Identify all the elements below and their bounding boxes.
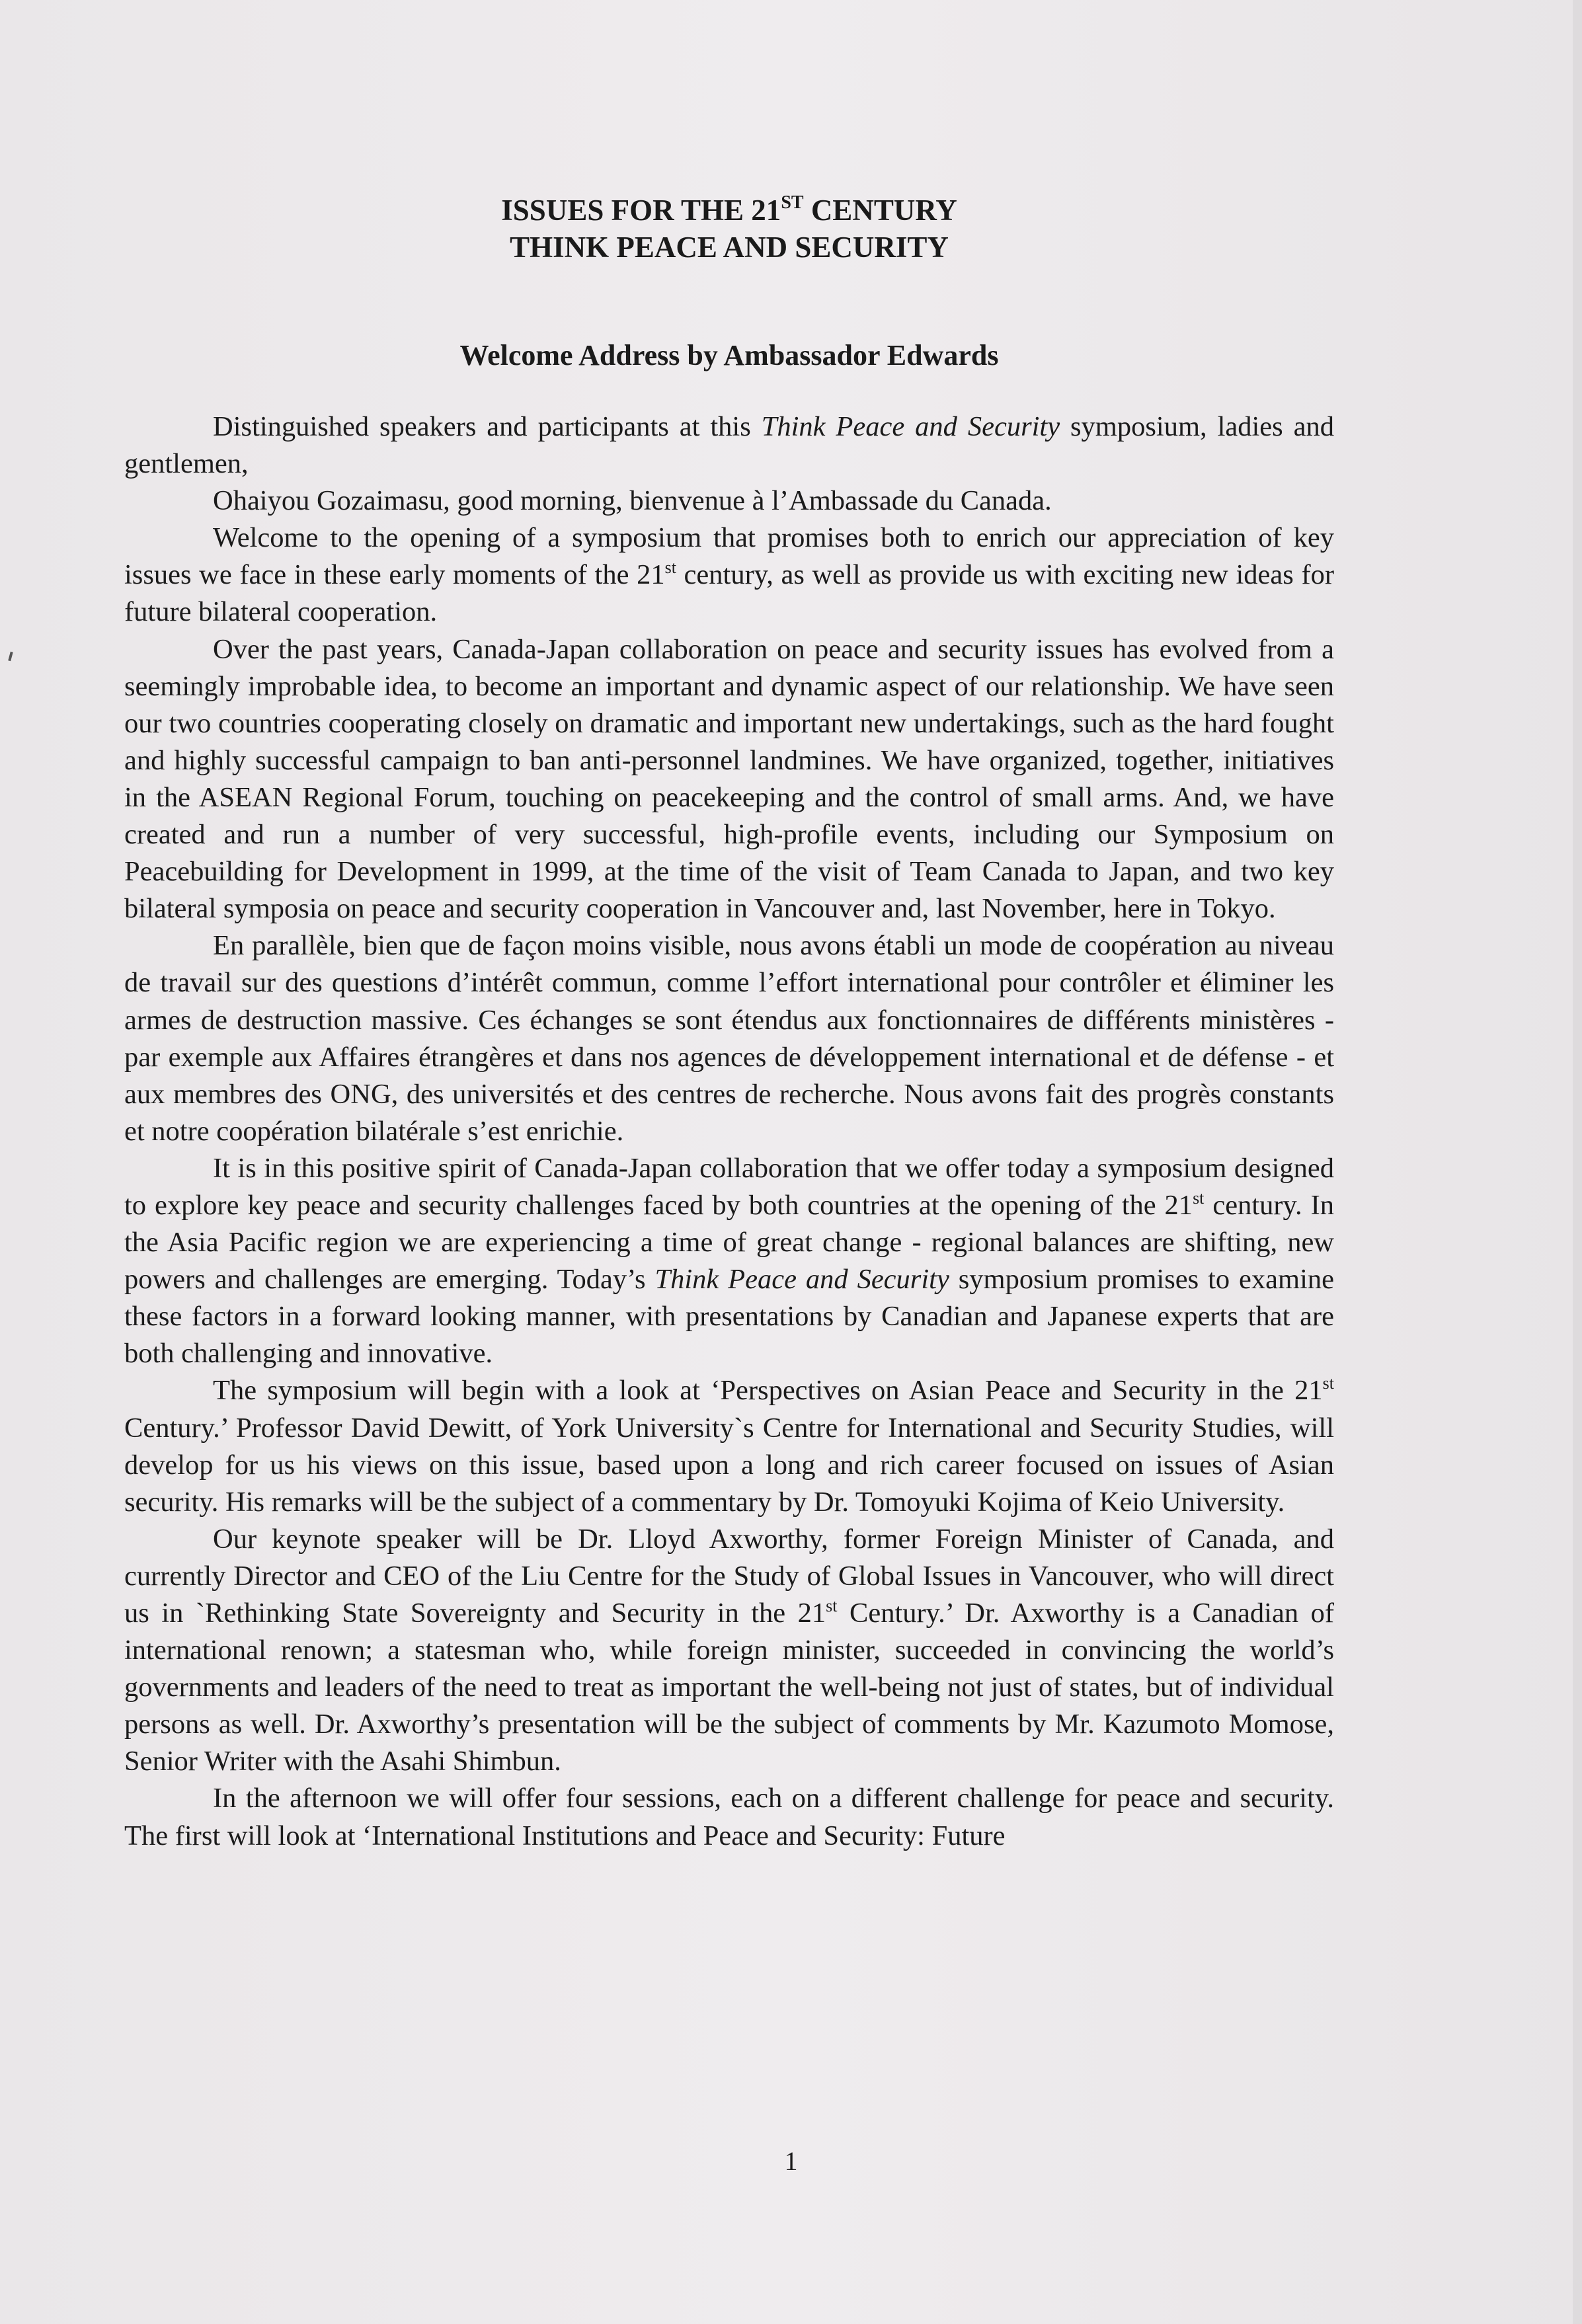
page-number: 1 [784, 2146, 798, 2176]
paragraph-4: Over the past years, Canada-Japan collaboration on peace and security issues has evolved from a seemingly improbable idea, to become an important and dynamic aspect of our relationship. We have seen our two countries cooperating closely on dramatic and important new undertakings, such as the hard fought and highly successful campaign to ban anti-personnel landmines. We have organized, together, initiatives in the ASEAN Regional Forum, touching on peacekeeping and the control of small arms. And, we have created and run a number of very successful, high-profile events, including our Symposium on Peacebuilding for Development in 1999, at the time of the visit of Team Canada to Japan, and two key bilateral symposia on peace and security cooperation in Vancouver and, last November, here in Tokyo. [124, 633, 1334, 925]
paragraph-9: In the afternoon we will offer four sessions, each on a different challenge for peace and security. The first will look at ‘International Institutions and Peace and Security: Future [124, 1783, 1334, 1851]
paragraph-2: Ohaiyou Gozaimasu, good morning, bienvenue à l’Ambassade du Canada. [213, 485, 1052, 517]
page-edge-shadow [1573, 0, 1582, 2324]
document-content [124, 192, 1334, 1855]
paragraph-7: The symposium will begin with a look at ‘Perspectives on Asian Peace and Security in the 21st Century.’ Professor David Dewitt, of York University`s Centre for International and Security Studies, will develop for us his views on this issue, based upon a long and rich career focused on issues of Asian security. His remarks will be the subject of a commentary by Dr. Tomoyuki Kojima of Keio University. [124, 1374, 1334, 1518]
paragraph-1: Distinguished speakers and participants at this Think Peace and Security symposium, ladies and gentlemen, [124, 411, 1334, 480]
paragraph-5: En parallèle, bien que de façon moins visible, nous avons établi un mode de coopération au niveau de travail sur des questions d’intérêt commun, comme l’effort international pour contrôler et éliminer les armes de destruction massive. Ces échanges se sont étendus aux fonctionnaires de différents ministères - par exemple aux Affaires étrangères et dans nos agences de développement international et de défense - et aux membres des ONG, des universités et des centres de recherche. Nous avons fait des progrès constants et notre coopération bilatérale s’est enrichie. [124, 930, 1334, 1147]
address-body [124, 408, 1334, 1855]
paragraph-8: Our keynote speaker will be Dr. Lloyd Axworthy, former Foreign Minister of Canada, and currently Director and CEO of the Liu Centre for the Study of Global Issues in Vancouver, who will direct us in `Rethinking State Sovereignty and Security in the 21st Century.’ Dr. Axworthy is a Canadian of international renown; a statesman who, while foreign minister, succeeded in convincing the world’s governments and leaders of the need to treat as important the well-being not just of states, but of individual persons as well. Dr. Axworthy’s presentation will be the subject of comments by Mr. Kazumoto Momose, Senior Writer with the Asahi Shimbun. [124, 1523, 1334, 1777]
scan-mark [8, 652, 13, 662]
paragraph-6: It is in this positive spirit of Canada-Japan collaboration that we offer today a symposium designed to explore key peace and security challenges faced by both countries at the opening of the 21st century. In the Asia Pacific region we are experiencing a time of great change - regional balances are shifting, new powers and challenges are emerging. Today’s Think Peace and Security symposium promises to examine these factors in a forward looking manner, with presentations by Canadian and Japanese experts that are both challenging and innovative. [124, 1152, 1335, 1370]
address-subtitle: Welcome Address by Ambassador Edwards [459, 339, 999, 371]
document-title [124, 192, 1334, 266]
title-line1: ISSUES FOR THE 21ST CENTURY [501, 192, 957, 227]
title-line2: THINK PEACE AND SECURITY [510, 231, 949, 264]
paragraph-3: Welcome to the opening of a symposium that promises both to enrich our appreciation of key issues we face in these early moments of the 21st century, as well as provide us with exciting new ideas for future bilateral cooperation. [124, 522, 1334, 628]
